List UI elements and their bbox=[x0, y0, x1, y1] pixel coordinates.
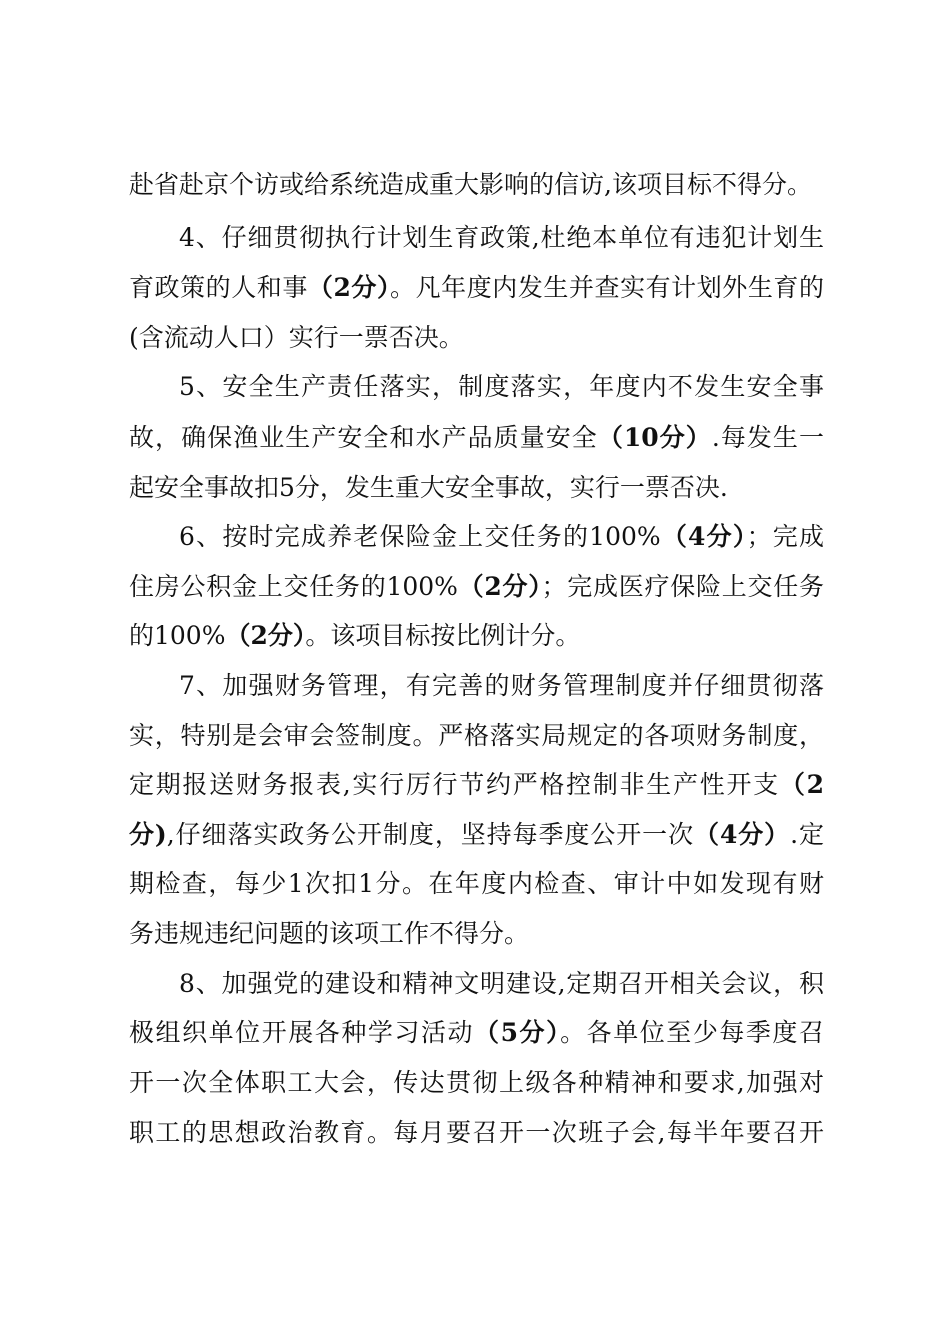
text-run: 5、安全生产责任落实，制度落实，年度内不发生安全事 bbox=[179, 372, 824, 401]
score-text: 分) bbox=[129, 820, 167, 849]
score-text: （2分） bbox=[457, 572, 542, 601]
text-run: 起安全事故扣5分，发生重大安全事故，实行一票否决. bbox=[129, 473, 728, 502]
text-run: 育政策的人和事 bbox=[129, 273, 308, 302]
text-run: 故，确保渔业生产安全和水产品质量安全 bbox=[129, 423, 598, 452]
text-run: 。凡年度内发生并查实有计划外生育的 bbox=[390, 273, 824, 302]
text-run: ,仔细落实政务公开制度，坚持每季度公开一次 bbox=[166, 820, 695, 849]
paragraph-line bbox=[129, 268, 824, 308]
text-run: 极组织单位开展各种学习活动 bbox=[129, 1018, 475, 1047]
paragraph-line bbox=[129, 864, 824, 904]
paragraph-line bbox=[179, 367, 824, 407]
paragraph-line bbox=[129, 1013, 824, 1053]
score-text: （2分） bbox=[225, 621, 306, 650]
text-run: 定期报送财务报表,实行厉行节约严格控制非生产性开支 bbox=[129, 770, 780, 799]
score-text: （2分） bbox=[307, 273, 391, 302]
text-run: 开一次全体职工大会，传达贯彻上级各种精神和要求,加强对 bbox=[129, 1068, 824, 1097]
paragraph-line bbox=[129, 716, 824, 756]
text-run: 6、按时完成养老保险金上交任务的100% bbox=[179, 522, 661, 551]
paragraph-line bbox=[129, 468, 824, 508]
paragraph-line bbox=[129, 1113, 824, 1153]
paragraph-line bbox=[179, 218, 824, 258]
text-run: 。该项目标按比例计分。 bbox=[305, 621, 581, 650]
paragraph-line bbox=[129, 616, 824, 656]
score-text: （10分） bbox=[597, 423, 712, 452]
text-run: 4、仔细贯彻执行计划生育政策,杜绝本单位有违犯计划生 bbox=[179, 223, 824, 252]
paragraph-line bbox=[129, 815, 824, 855]
score-text: （4分） bbox=[660, 522, 747, 551]
text-run: 职工的思想政治教育。每月要召开一次班子会,每半年要召开 bbox=[129, 1118, 824, 1147]
paragraph-line bbox=[129, 567, 824, 607]
score-text: （4分） bbox=[694, 820, 791, 849]
paragraph-line bbox=[129, 418, 824, 458]
score-text: （5分） bbox=[474, 1018, 561, 1047]
text-run: 的100% bbox=[129, 621, 226, 650]
score-text: （2 bbox=[779, 770, 824, 799]
text-run: ；完成医疗保险上交任务 bbox=[541, 572, 824, 601]
paragraph-line bbox=[179, 517, 824, 557]
text-run: 。各单位至少每季度召 bbox=[560, 1018, 824, 1047]
text-run: .定 bbox=[790, 820, 824, 849]
text-run: .每发生一 bbox=[711, 423, 824, 452]
paragraph-line bbox=[129, 165, 824, 205]
text-run: 住房公积金上交任务的100% bbox=[129, 572, 458, 601]
text-run: 务违规违纪问题的该项工作不得分。 bbox=[129, 919, 530, 948]
paragraph-line bbox=[129, 318, 824, 358]
text-run: 期检查，每少1次扣1分。在年度内检查、审计中如发现有财 bbox=[129, 869, 824, 898]
paragraph-line bbox=[129, 765, 824, 805]
paragraph-line bbox=[179, 964, 824, 1004]
paragraph-line bbox=[129, 914, 824, 954]
text-run: (含流动人口）实行一票否决。 bbox=[129, 323, 464, 352]
text-run: ；完成 bbox=[746, 522, 824, 551]
paragraph-line bbox=[129, 1063, 824, 1103]
text-run: 7、加强财务管理，有完善的财务管理制度并仔细贯彻落 bbox=[179, 671, 824, 700]
text-run: 实，特别是会审会签制度。严格落实局规定的各项财务制度， bbox=[129, 721, 824, 750]
text-run: 8、加强党的建设和精神文明建设,定期召开相关会议，积 bbox=[179, 969, 824, 998]
text-run: 赴省赴京个访或给系统造成重大影响的信访,该项目标不得分。 bbox=[129, 170, 812, 199]
paragraph-line bbox=[179, 666, 824, 706]
